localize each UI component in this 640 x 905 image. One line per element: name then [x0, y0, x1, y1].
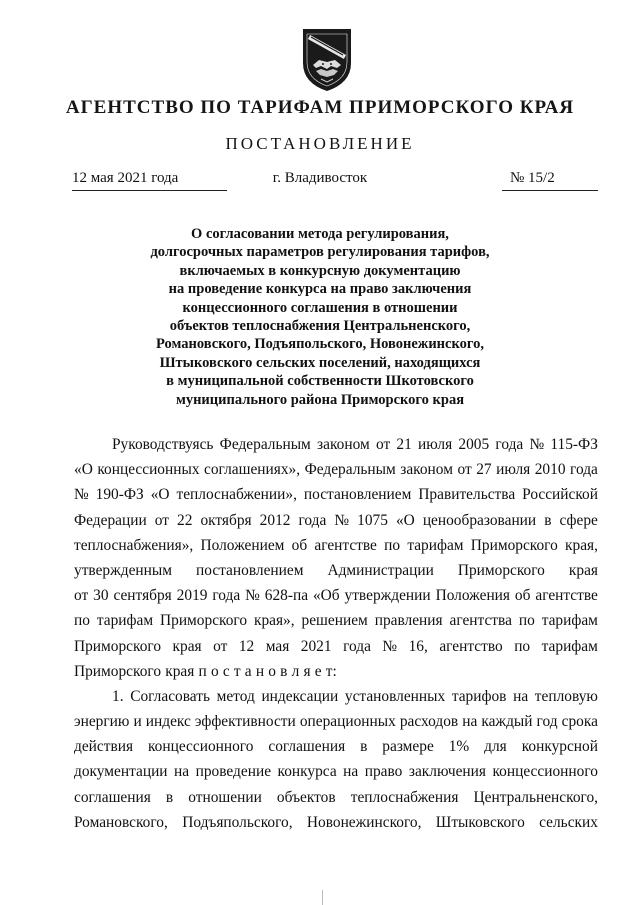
title-line: долгосрочных параметров регулирования тарифов, — [150, 244, 490, 261]
body-line: теплоснабжения», Положением об агентстве по тарифам Приморского края, — [74, 536, 598, 554]
coat-of-arms-emblem — [301, 27, 353, 93]
body-line: Руководствуясь Федеральным законом от 21 июля 2005 года № 115-ФЗ — [112, 436, 598, 453]
title-line: на проведение конкурса на право заключения — [168, 281, 472, 298]
body-line: действия концессионного соглашения в размере 1% для конкурсной — [74, 738, 598, 756]
document-title — [0, 225, 640, 409]
date-underline — [72, 190, 227, 191]
document-number: № 15/2 — [510, 170, 555, 186]
body-line: Романовского, Подъяпольского, Новонежинского, Штыковского сельских — [74, 813, 598, 831]
agency-name: АГЕНТСТВО ПО ТАРИФАМ ПРИМОРСКОГО КРАЯ — [65, 97, 575, 118]
document-body — [74, 432, 598, 835]
body-line: по тарифам Приморского края», решением правления агентства по тарифам — [74, 612, 598, 630]
title-line: Романовского, Подъяпольского, Новонежинского, — [156, 336, 484, 353]
body-line: соглашения в отношении объектов теплоснабжения Центральненского, — [74, 788, 598, 806]
body-line: документации на проведение конкурса на право заключения концессионного — [74, 763, 598, 781]
body-line: утвержденным постановлением Администрации Приморского края — [74, 561, 598, 579]
body-line: «О концессионных соглашениях», Федеральным законом от 27 июля 2010 года — [74, 461, 598, 479]
document-type: ПОСТАНОВЛЕНИЕ — [225, 134, 415, 153]
body-line: Приморского края п о с т а н о в л я е т: — [74, 662, 337, 680]
number-underline — [502, 190, 598, 191]
title-line: концессионного соглашения в отношении — [182, 299, 458, 316]
title-line: О согласовании метода регулирования, — [191, 226, 449, 242]
title-line: Штыковского сельских поселений, находящихся — [159, 354, 481, 371]
body-line: от 30 сентября 2019 года № 628-па «Об утверждении Положения об агентстве — [74, 587, 598, 605]
document-date: 12 мая 2021 года — [72, 170, 179, 186]
body-line: № 190-ФЗ «О теплоснабжении», постановлением Правительства Российской — [74, 486, 598, 504]
scan-artifact — [322, 890, 323, 905]
body-line: 1. Согласовать метод индексации установленных тарифов на тепловую — [112, 687, 598, 705]
body-line: Федерации от 22 октября 2012 года № 1075 «О ценообразовании в сфере — [74, 511, 598, 529]
title-line: муниципального района Приморского края — [175, 391, 465, 408]
body-line: энергию и индекс эффективности операционных расходов на каждый год срока — [74, 713, 598, 731]
document-city: г. Владивосток — [272, 170, 368, 186]
title-line: в муниципальной собственности Шкотовского — [166, 373, 474, 390]
body-line: Приморского края от 12 мая 2021 года № 16, агентство по тарифам — [74, 637, 598, 655]
title-line: объектов теплоснабжения Центральненского, — [169, 318, 471, 335]
title-line: включаемых в конкурсную документацию — [179, 262, 461, 279]
